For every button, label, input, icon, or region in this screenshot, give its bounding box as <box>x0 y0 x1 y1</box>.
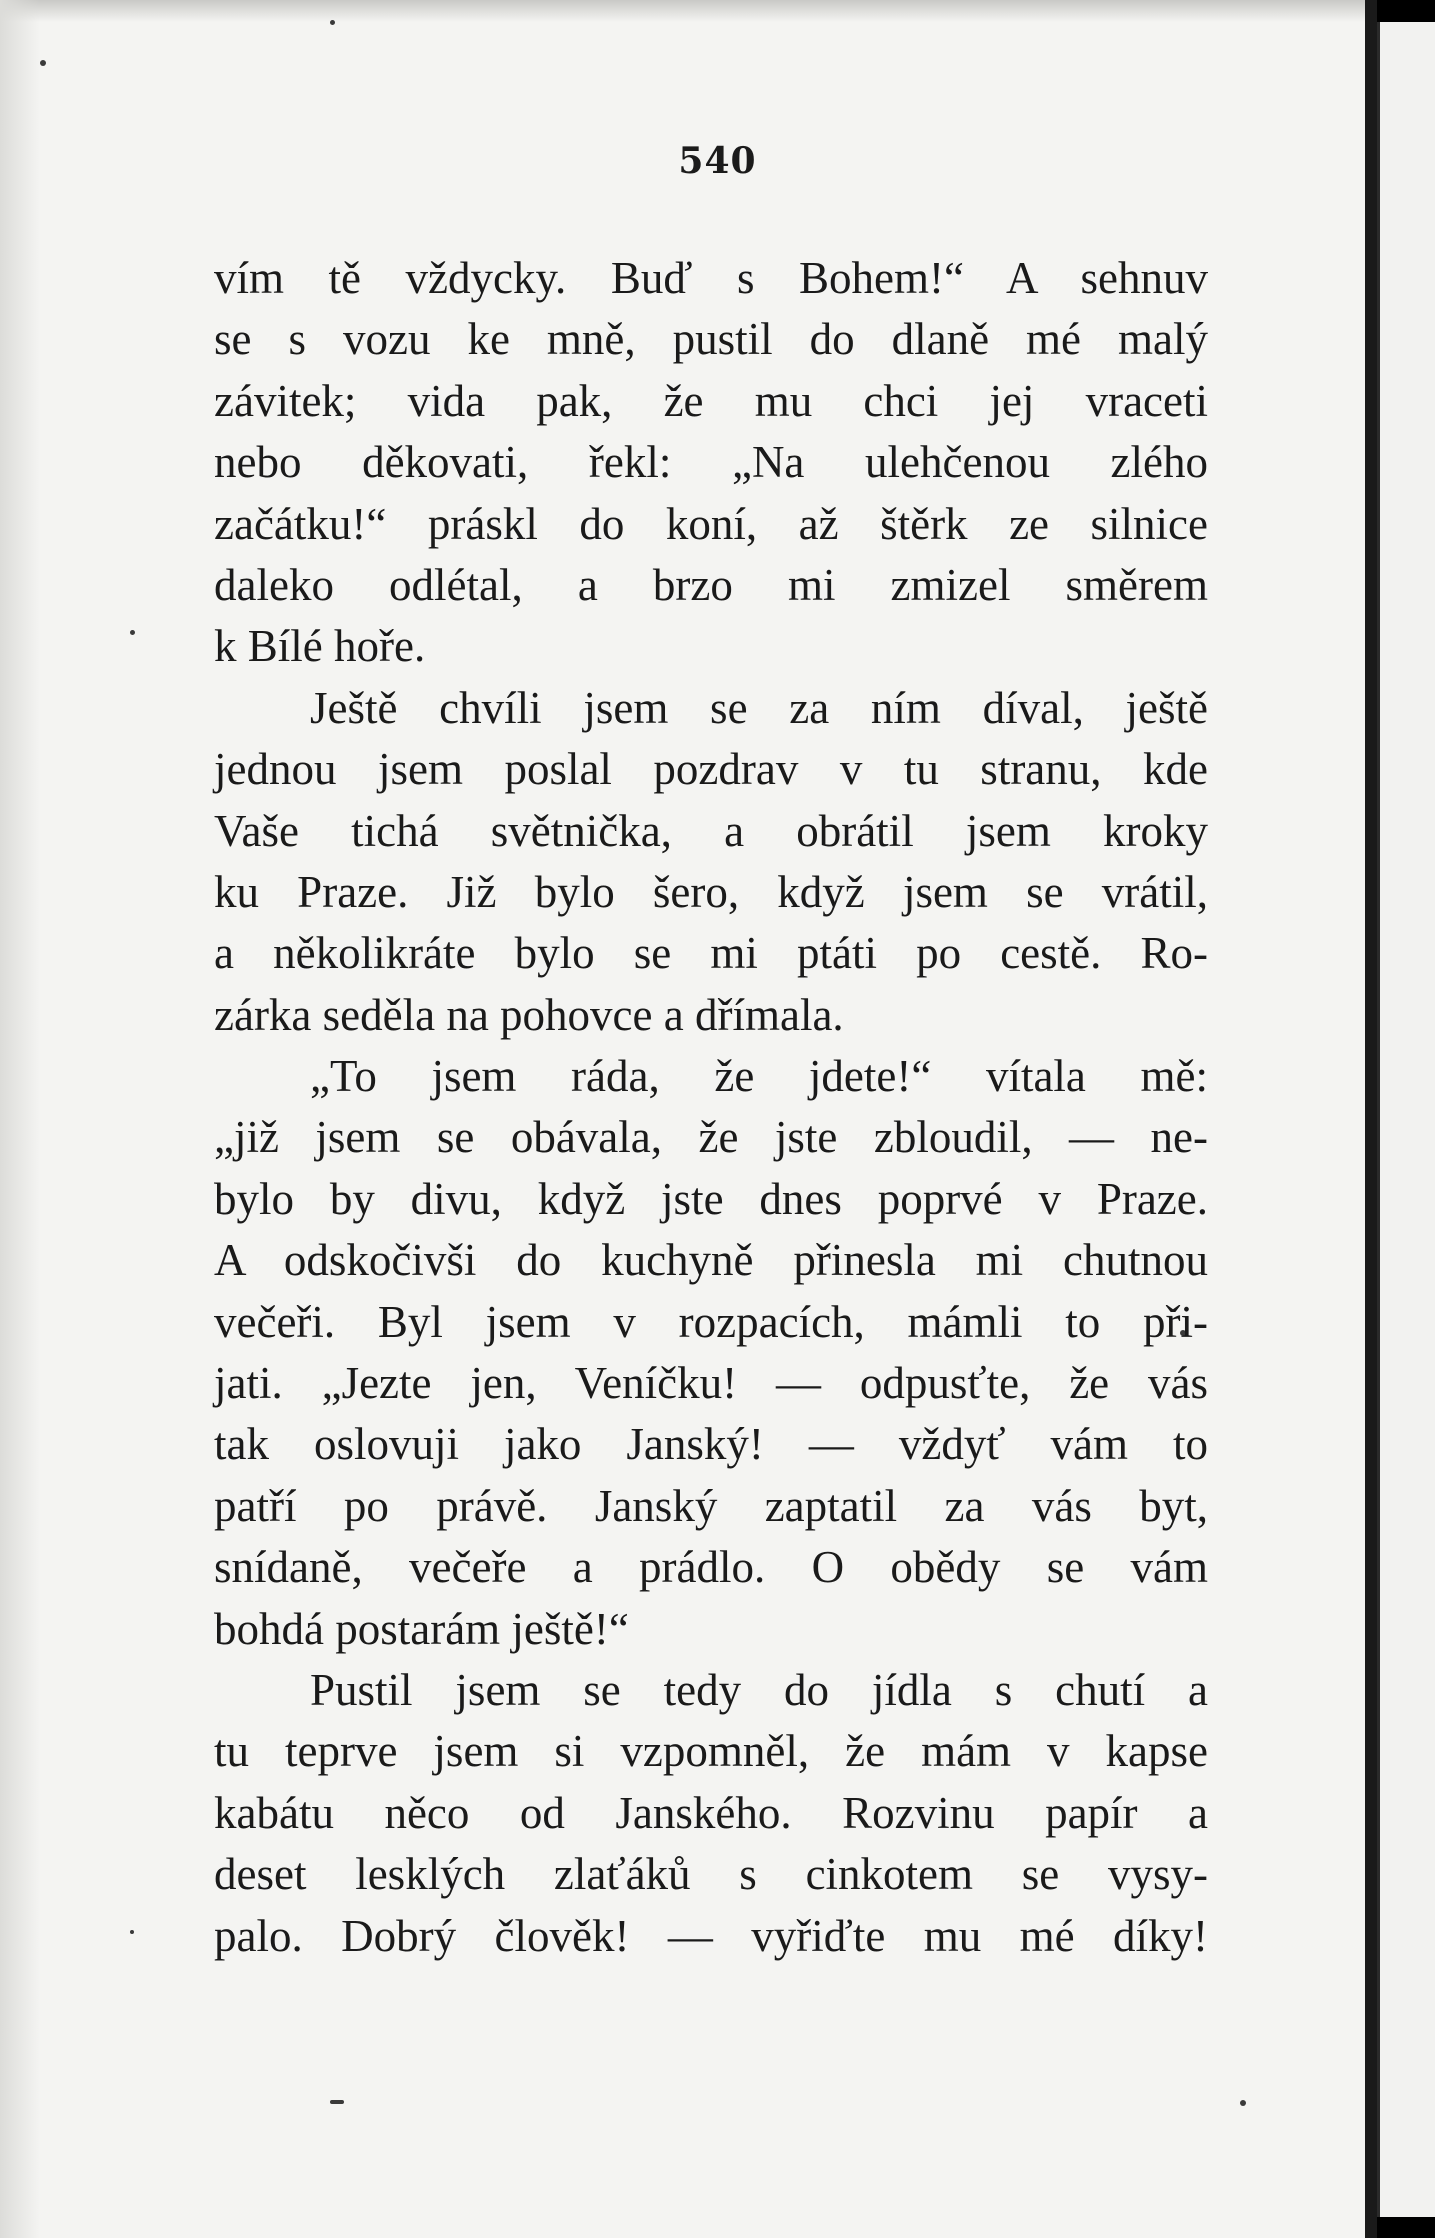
page-gutter-edge <box>1365 0 1377 2238</box>
text-line: k Bílé hoře. <box>214 621 426 672</box>
print-speck <box>330 20 335 25</box>
text-line: Ještě chvíli jsem se za ním díval, ještě <box>310 682 1208 733</box>
print-speck <box>40 60 46 66</box>
text-line: závitek; vida pak, že mu chci jej vraceti <box>214 375 1208 426</box>
body-text <box>214 248 1208 1967</box>
text-line: bohdá postarám ještě!“ <box>214 1603 629 1654</box>
text-line: zárka seděla na pohovce a dřímala. <box>214 989 844 1040</box>
text-line: „již jsem se obávala, že jste zbloudil, — ne- <box>214 1112 1208 1163</box>
print-speck <box>130 630 135 635</box>
adjacent-page-edge <box>1377 22 1435 2217</box>
page-left-shadow <box>0 0 40 2238</box>
text-line: a několikráte bylo se mi ptáti po cestě. Ro- <box>214 928 1208 979</box>
text-line: nebo děkovati, řekl: „Na ulehčenou zlého <box>214 437 1208 488</box>
text-line: jednou jsem poslal pozdrav v tu stranu, kde <box>214 744 1208 795</box>
text-line: patří po právě. Janský zaptatil za vás byt, <box>214 1480 1208 1531</box>
text-line: vím tě vždycky. Buď s Bohem!“ A sehnuv <box>214 253 1208 303</box>
text-line: Pustil jsem se tedy do jídla s chutí a <box>310 1664 1208 1715</box>
text-line: deset lesklých zlaťáků s cinkotem se vysy- <box>214 1849 1208 1900</box>
text-line: ku Praze. Již bylo šero, když jsem se vrátil, <box>214 866 1208 917</box>
text-line: tak oslovuji jako Janský! — vždyť vám to <box>214 1419 1208 1470</box>
text-line: se s vozu ke mně, pustil do dlaně mé malý <box>214 314 1208 365</box>
text-line: daleko odlétal, a brzo mi zmizel směrem <box>214 559 1208 610</box>
text-line: jati. „Jezte jen, Veníčku! — odpusťte, že vás <box>214 1358 1208 1409</box>
text-line: začátku!“ práskl do koní, až štěrk ze silnice <box>214 498 1208 549</box>
print-speck <box>330 2100 344 2104</box>
print-speck <box>1240 2100 1246 2106</box>
text-line: „To jsem ráda, že jdete!“ vítala mě: <box>310 1051 1208 1102</box>
text-line: Vaše tichá světnička, a obrátil jsem kroky <box>214 805 1208 856</box>
text-line: kabátu něco od Janského. Rozvinu papír a <box>214 1787 1208 1838</box>
text-line: A odskočivši do kuchyně přinesla mi chutnou <box>214 1235 1208 1286</box>
text-line: večeři. Byl jsem v rozpacích, mámli to při- <box>214 1296 1208 1347</box>
text-line: snídaně, večeře a prádlo. O obědy se vám <box>214 1542 1208 1593</box>
print-speck <box>130 1930 134 1934</box>
text-line: tu teprve jsem si vzpomněl, že mám v kapse <box>214 1726 1208 1777</box>
text-line: palo. Dobrý člověk! — vyřiďte mu mé díky! <box>214 1910 1208 1961</box>
page-top-shadow <box>0 0 1365 22</box>
page-number: 540 <box>678 140 757 182</box>
text-line: bylo by divu, když jste dnes poprvé v Praze. <box>214 1173 1208 1224</box>
